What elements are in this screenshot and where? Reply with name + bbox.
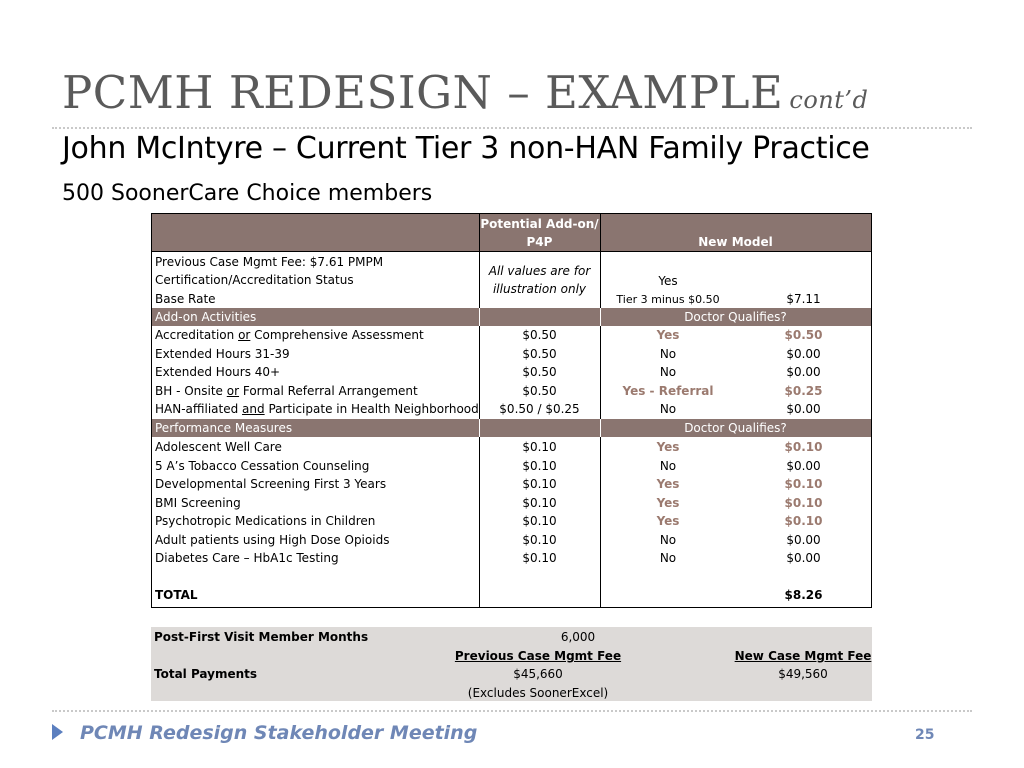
fee-table — [151, 213, 872, 608]
col-divider-1-addon-bar — [479, 308, 480, 326]
illustration-note-1: All values are for — [488, 264, 591, 278]
perf-row-label: Adult patients using High Dose Opioids — [155, 532, 390, 547]
perf-row-label: 5 A’s Tobacco Cessation Counseling — [155, 458, 370, 473]
perf-row-potential: $0.10 — [522, 495, 557, 510]
previous-fee-header: Previous Case Mgmt Fee — [454, 649, 622, 663]
header-new-model: New Model — [698, 235, 773, 249]
perf-row-qualifies: No — [659, 532, 677, 547]
addon-row-qualifies: No — [659, 346, 677, 361]
addon-row-label: Extended Hours 40+ — [155, 365, 281, 379]
page-number: 25 — [915, 727, 935, 743]
addon-row-amount: $0.25 — [784, 383, 823, 398]
addon-row-label: Accreditation or Comprehensive Assessment — [155, 328, 424, 342]
perf-row-label: BMI Screening — [155, 495, 241, 510]
perf-row-potential: $0.10 — [522, 514, 557, 528]
excludes-note: (Excludes SoonerExcel) — [467, 686, 609, 700]
addon-row-amount: $0.50 — [784, 328, 823, 342]
perf-row-qualifies: Yes — [656, 440, 680, 454]
base-rate-tier: Tier 3 minus $0.50 — [616, 293, 720, 306]
addon-row-amount: $0.00 — [786, 346, 821, 361]
perf-row-potential: $0.10 — [522, 551, 557, 565]
footer-text: PCMH Redesign Stakeholder Meeting — [80, 722, 478, 744]
col-divider-1-perf-bar — [479, 419, 480, 437]
addon-doctor-qualifies: Doctor Qualifies? — [684, 310, 787, 324]
footer-triangle-icon — [52, 724, 63, 740]
underlined-word: or — [238, 328, 251, 342]
perf-row-label: Diabetes Care – HbA1c Testing — [155, 551, 339, 565]
perf-row-amount: $0.00 — [786, 532, 821, 547]
slide-subtitle: John McIntyre – Current Tier 3 non-HAN Family Practice — [62, 131, 870, 166]
perf-row-amount: $0.00 — [786, 458, 821, 473]
title-main: PCMH REDESIGN – EXAMPLE — [62, 66, 784, 119]
addon-row-label: Extended Hours 31-39 — [155, 346, 290, 361]
perf-row-label: Psychotropic Medications in Children — [155, 514, 376, 528]
base-rate-label: Base Rate — [155, 292, 216, 306]
perf-row-label: Developmental Screening First 3 Years — [155, 477, 387, 491]
title-suffix: cont’d — [789, 86, 869, 114]
addon-row-label: HAN-affiliated and Participate in Health Neighborhood — [155, 402, 479, 416]
perf-row-amount: $0.10 — [784, 514, 823, 528]
addon-row-potential: $0.50 — [522, 383, 557, 398]
header-rule — [152, 251, 871, 252]
perf-row-potential: $0.10 — [522, 458, 557, 473]
addon-row-potential: $0.50 — [522, 365, 557, 379]
addon-row-label: BH - Onsite or Formal Referral Arrangement — [155, 383, 418, 398]
underlined-word: and — [242, 402, 265, 416]
total-value: $8.26 — [784, 588, 823, 602]
perf-row-potential: $0.10 — [522, 532, 557, 547]
new-fee-header: New Case Mgmt Fee — [734, 649, 872, 663]
addon-row-potential: $0.50 — [522, 328, 557, 342]
perf-row-amount: $0.10 — [784, 495, 823, 510]
footer-divider — [52, 710, 972, 712]
addon-section-label: Add-on Activities — [155, 310, 257, 324]
underlined-word: or — [226, 383, 240, 398]
perf-row-amount: $0.10 — [784, 477, 823, 491]
addon-row-amount: $0.00 — [786, 365, 821, 379]
member-months-label: Post-First Visit Member Months — [154, 630, 369, 644]
perf-section-label: Performance Measures — [155, 421, 293, 435]
perf-row-potential: $0.10 — [522, 477, 557, 491]
cert-status-value: Yes — [658, 274, 678, 288]
total-label: TOTAL — [155, 588, 198, 602]
previous-total: $45,660 — [513, 667, 563, 681]
payments-box — [151, 627, 872, 701]
cert-status-label: Certification/Accreditation Status — [155, 273, 354, 287]
header-potential-line1: Potential Add-on/ — [480, 217, 599, 231]
member-months-value: 6,000 — [560, 630, 596, 644]
addon-row-potential: $0.50 — [522, 346, 557, 361]
header-potential-line2: P4P — [526, 235, 553, 249]
perf-row-potential: $0.10 — [522, 440, 557, 454]
addon-row-potential: $0.50 / $0.25 — [499, 402, 580, 416]
previous-fee-label: Previous Case Mgmt Fee: $7.61 PMPM — [155, 255, 384, 269]
perf-row-amount: $0.10 — [784, 440, 823, 454]
illustration-note-2: illustration only — [492, 282, 587, 296]
slide-title — [62, 66, 868, 119]
total-payments-label: Total Payments — [154, 667, 258, 681]
addon-row-qualifies: No — [659, 402, 677, 416]
members-line: 500 SoonerCare Choice members — [62, 181, 433, 206]
perf-row-qualifies: Yes — [656, 495, 680, 510]
base-rate-value: $7.11 — [786, 292, 821, 306]
perf-row-label: Adolescent Well Care — [155, 440, 282, 454]
perf-doctor-qualifies: Doctor Qualifies? — [684, 421, 787, 435]
addon-row-qualifies: Yes — [656, 328, 680, 342]
perf-row-qualifies: No — [659, 458, 677, 473]
perf-row-qualifies: No — [659, 551, 677, 565]
addon-row-qualifies: No — [659, 365, 677, 379]
perf-row-qualifies: Yes — [656, 514, 680, 528]
addon-row-amount: $0.00 — [786, 402, 821, 416]
title-divider — [52, 127, 972, 129]
new-total: $49,560 — [778, 667, 828, 681]
perf-row-qualifies: Yes — [656, 477, 680, 491]
addon-row-qualifies: Yes - Referral — [622, 383, 714, 398]
perf-row-amount: $0.00 — [786, 551, 821, 565]
